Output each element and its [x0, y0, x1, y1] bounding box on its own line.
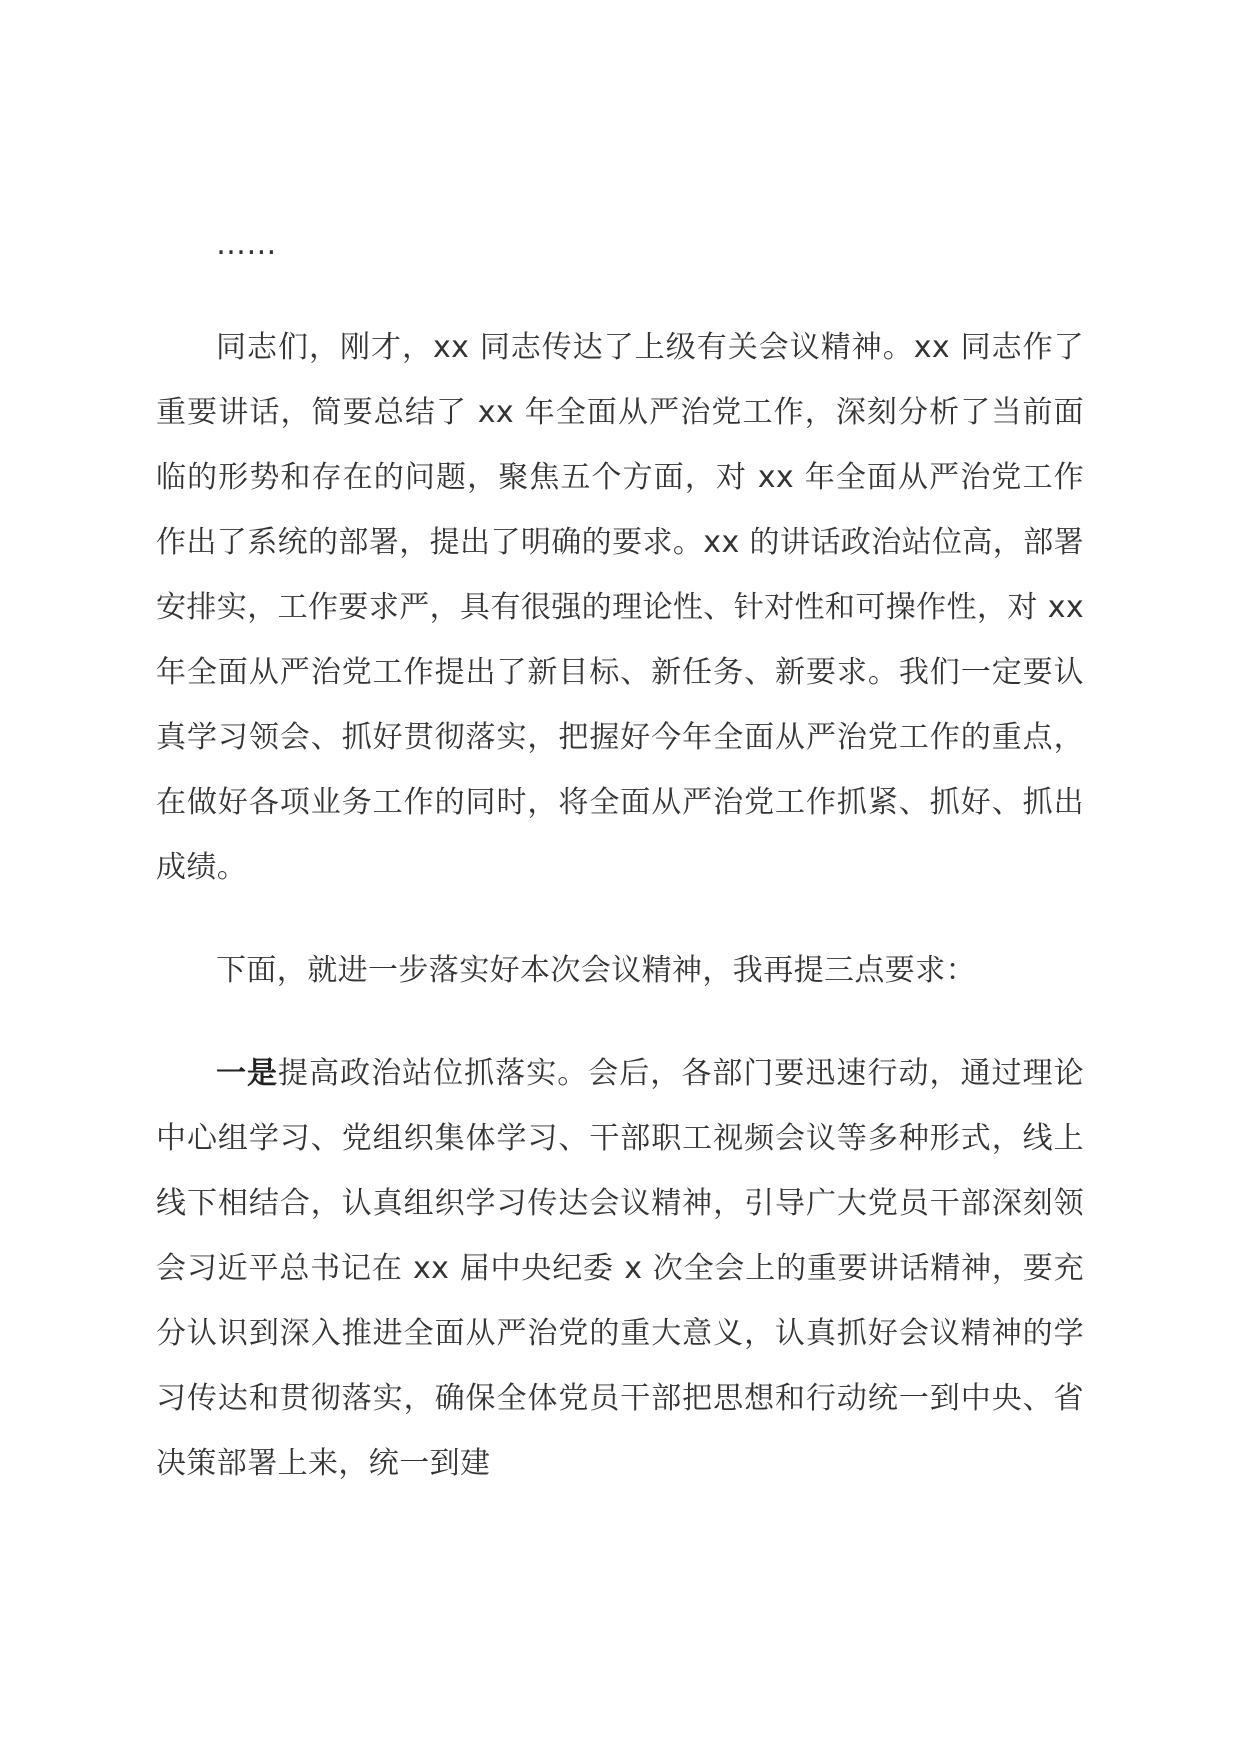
document-body	[156, 212, 1084, 1496]
paragraph-opening: 同志们，刚才，xx 同志传达了上级有关会议精神。xx 同志作了重要讲话，简要总结了 xx 年全面从严治党工作，深刻分析了当前面临的形势和存在的问题，聚焦五个方面，对 xx 年全面从严治党工作作出了系统的部署，提出了明确的要求。xx 的讲话政治站位高，部署安排实，工作要求严，具有很强的理论性、针对性和可操作性，对 xx 年全面从严治党工作提出了新目标、新任务、新要求。我们一定要认真学习领会、抓好贯彻落实，把握好今年全面从严治党工作的重点，在做好各项业务工作的同时，将全面从严治党工作抓紧、抓好、抓出成绩。	[156, 330, 1084, 885]
paragraph-point-one	[156, 1041, 1084, 1496]
point-one-lead: 一是	[216, 1056, 279, 1091]
point-one-text: 提高政治站位抓落实。会后，各部门要迅速行动，通过理论中心组学习、党组织集体学习、干部职工视频会议等多种形式，线上线下相结合，认真组织学习传达会议精神，引导广大党员干部深刻领会习近平总书记在 xx 届中央纪委 x 次全会上的重要讲话精神，要充分认识到深入推进全面从严治党的重大意义，认真抓好会议精神的学习传达和贯彻落实，确保全体党员干部把思想和行动统一到中央、省决策部署上来，统一到建	[156, 1056, 1084, 1481]
ellipsis-line: ……	[216, 227, 277, 262]
paragraph-requirements-intro: 下面，就进一步落实好本次会议精神，我再提三点要求：	[216, 953, 976, 988]
